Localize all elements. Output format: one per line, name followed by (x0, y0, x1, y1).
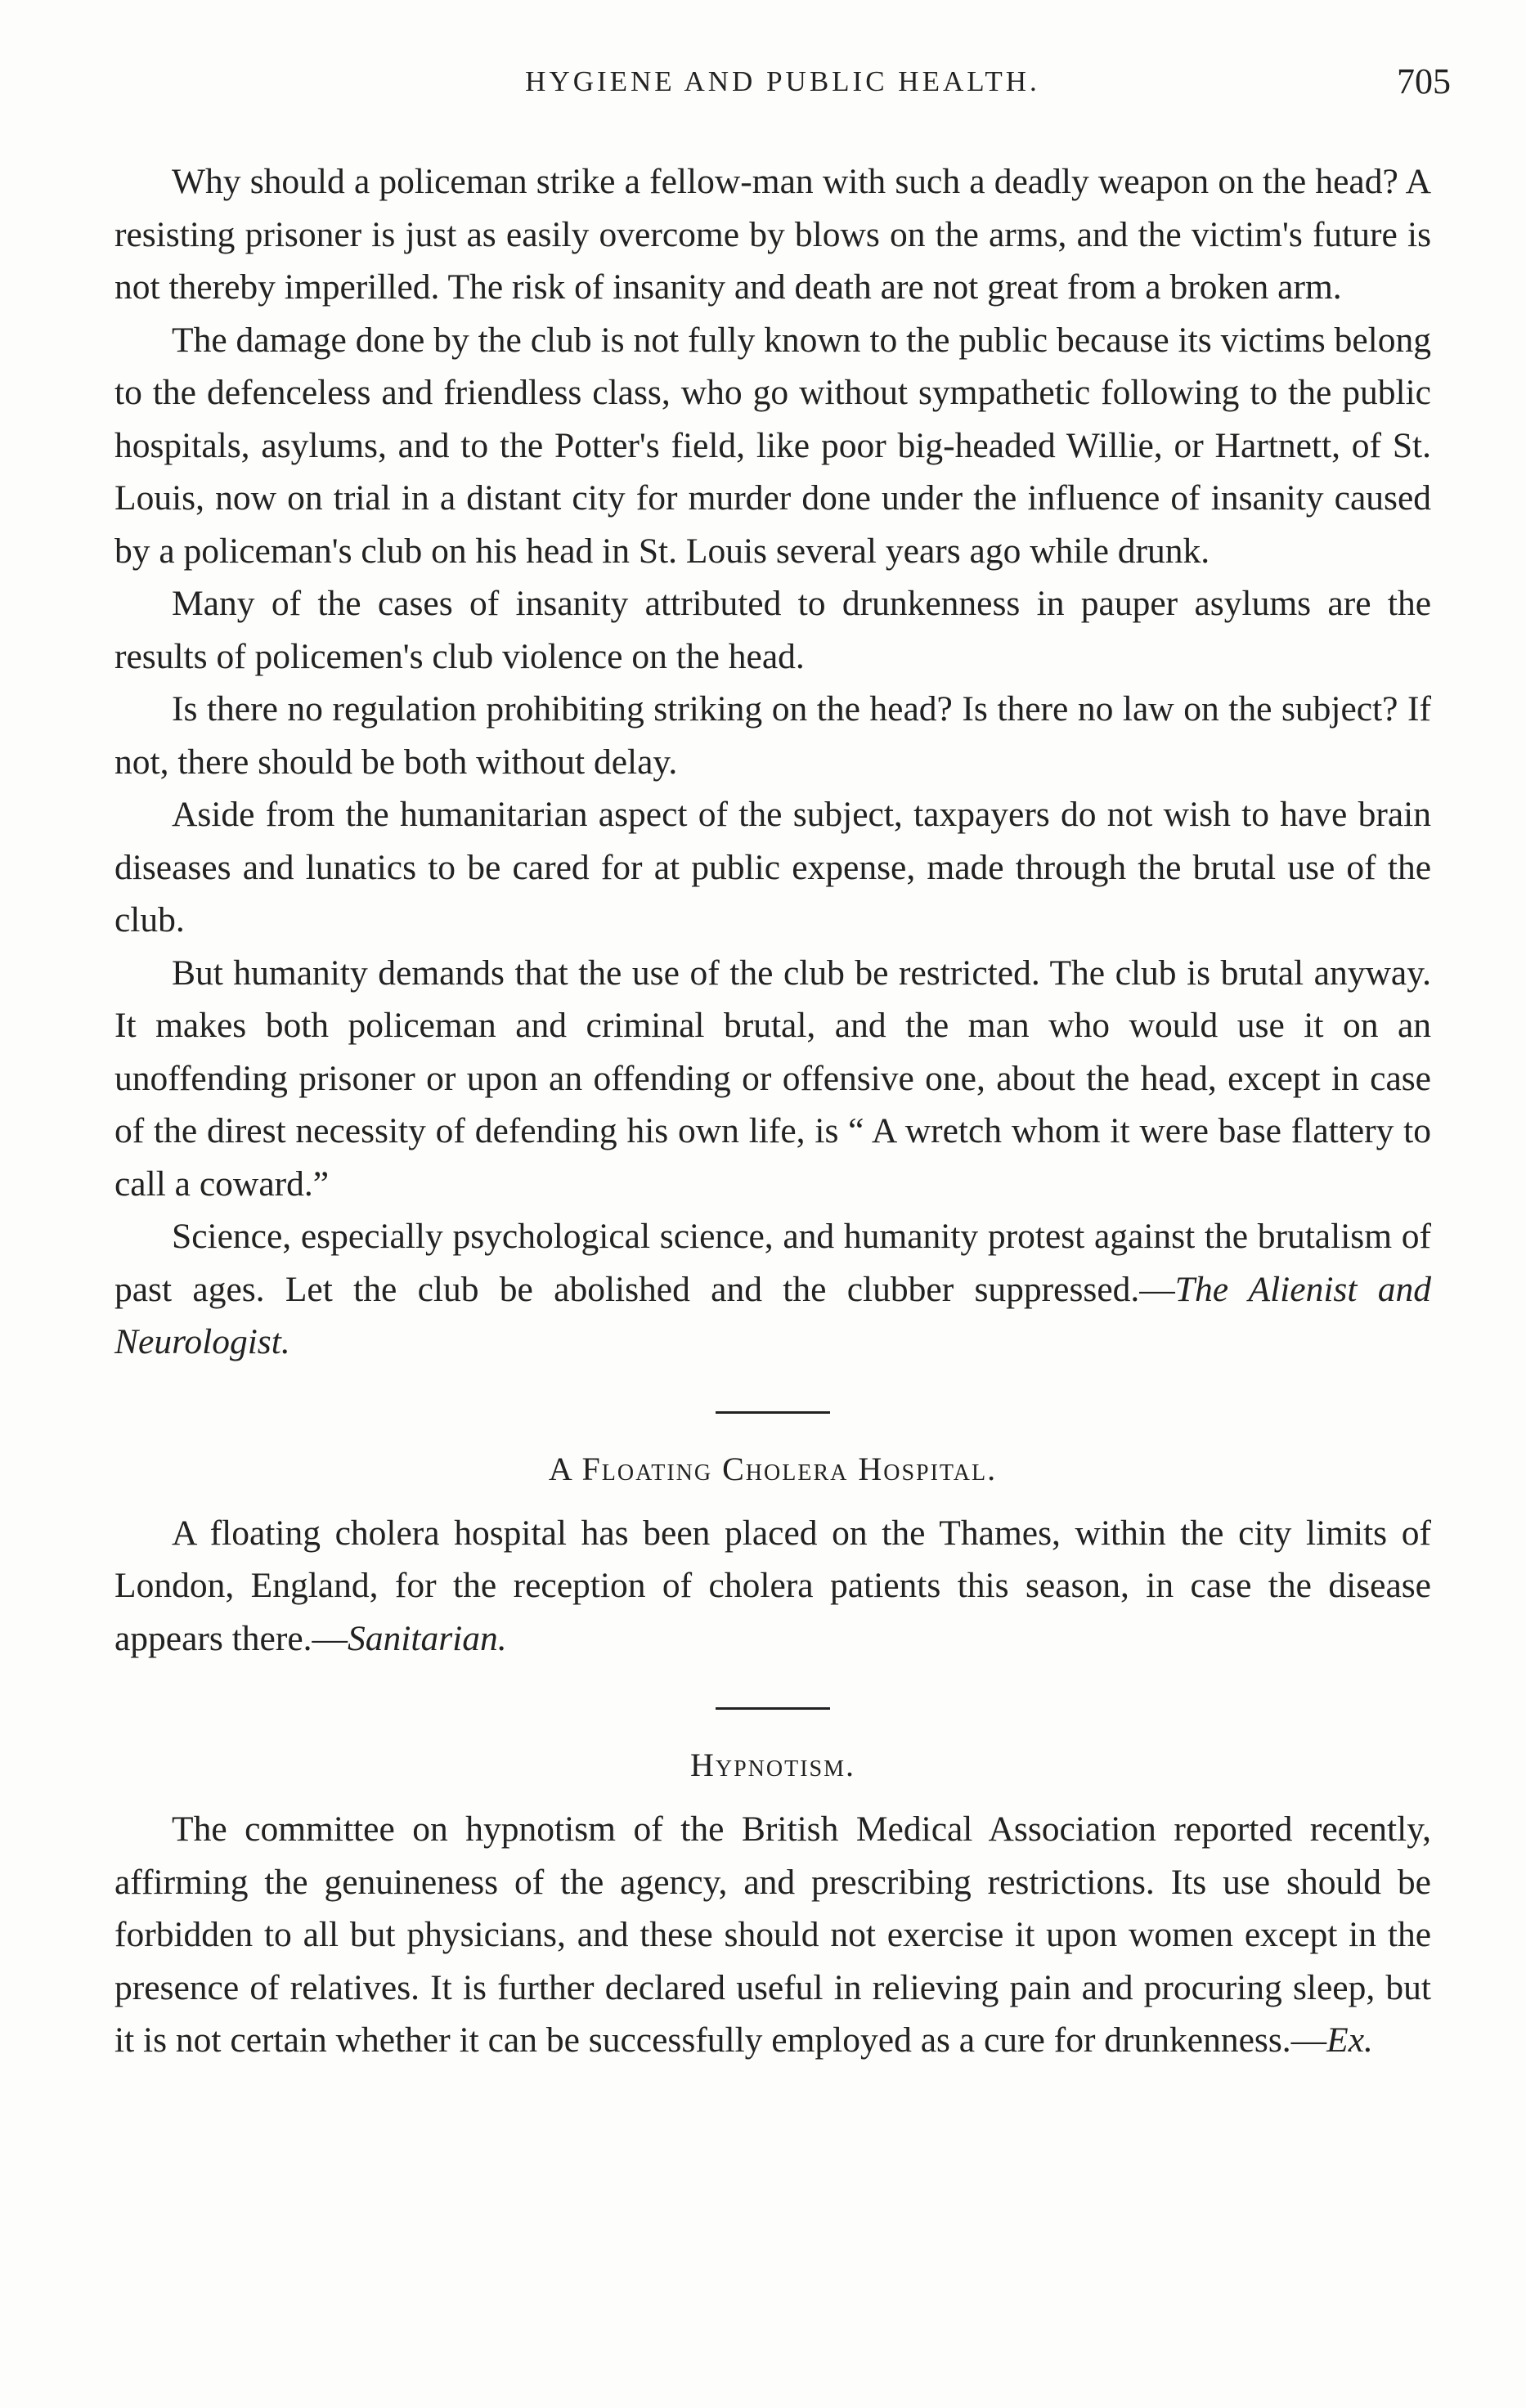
paragraph: Is there no regulation prohibiting striking on the head? Is there no law on the subject? If not, there should be both without delay. (114, 689, 1431, 782)
running-head (114, 57, 1451, 106)
paragraph (114, 1803, 1431, 2067)
section-divider (716, 1411, 830, 1414)
paragraph-text: A floating cholera hospital has been placed on the Thames, within the city limits of London, England, for the reception of cholera patients this season, in case the disease appears there.— (114, 1513, 1431, 1658)
source-citation: Sanitarian. (348, 1618, 507, 1658)
page-number: 705 (1397, 61, 1451, 101)
paragraph: The damage done by the club is not fully known to the public because its victims belong to the defenceless and friendless class, who go without sympathetic following to the public hospitals, asylums, and to the Potter's field, like poor big-headed Willie, or Hartnett, of St. Louis, now on trial in a distant city for murder done under the influence of insanity caused by a policeman's club on his head in St. Louis several years ago while drunk. (114, 320, 1431, 571)
paragraph (114, 1210, 1431, 1369)
section-heading: Hypnotism. (689, 1747, 856, 1783)
section-heading: A Floating Cholera Hospital. (548, 1450, 998, 1487)
running-title: HYGIENE AND PUBLIC HEALTH. (525, 65, 1040, 97)
section-divider (716, 1707, 830, 1710)
source-citation: Ex. (1326, 2020, 1373, 2060)
paragraph-text: Science, especially psychological science, and humanity protest against the brutalism of past ages. Let the club be abolished and the clubber suppressed.— (114, 1217, 1431, 1309)
paragraph (114, 1507, 1431, 1666)
source-citation: The Alienist and Neurologist. (114, 1269, 1431, 1361)
paragraph: Aside from the humanitarian aspect of the subject, taxpayers do not wish to have brain diseases and lunatics to be cared for at public expense, made through the brutal use of the club. (114, 795, 1431, 939)
paragraph: Why should a policeman strike a fellow-man with such a deadly weapon on the head? A resisting prisoner is just as easily overcome by blows on the arms, and the victim's future is not thereby imperilled. The risk of insanity and death are not great from a broken arm. (114, 162, 1431, 307)
body-text (114, 155, 1431, 2067)
paragraph-text: The committee on hypnotism of the British Medical Association reported recently, affirming the genuineness of the agency, and prescribing restrictions. Its use should be forbidden to all but physicians, and these should not exercise it upon women except in the presence of relatives. It is further declared useful in relieving pain and procuring sleep, but it is not certain whether it can be successfully employed as a cure for drunkenness.— (114, 1809, 1431, 2060)
paragraph: But humanity demands that the use of the club be restricted. The club is brutal anyway. It makes both policeman and criminal brutal, and the man who would use it on an unoffending prisoner or upon an offending or offensive one, about the head, except in case of the direst necessity of defending his own life, is “ A wretch whom it were base flattery to call a coward.” (114, 953, 1431, 1204)
paragraph: Many of the cases of insanity attributed to drunkenness in pauper asylums are the results of policemen's club violence on the head. (114, 584, 1431, 676)
